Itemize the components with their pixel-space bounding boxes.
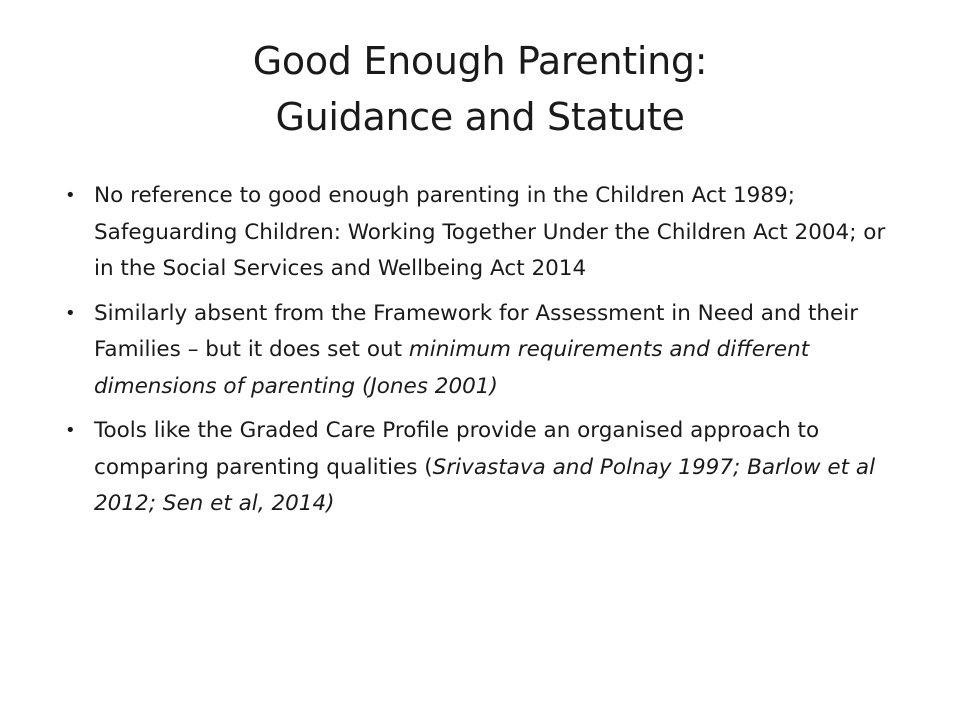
bullet-item-2	[60, 296, 910, 406]
bullet-text: Similarly absent from the Framework for Assessment in Need and their Families – but it does set out	[94, 300, 859, 362]
bullet-item-1	[60, 178, 910, 288]
bullet-text: Tools like the Graded Care Profile provide an organised approach to comparing parenting qualities (	[94, 418, 820, 480]
slide-title	[0, 33, 960, 145]
bullet-text-italic: minimum requirements and different dimensions of parenting (Jones 2001)	[94, 337, 810, 399]
title-line-1: Good Enough Parenting:	[252, 39, 708, 83]
bullet-dot-icon: •	[65, 185, 76, 206]
bullet-dot-icon: •	[65, 420, 76, 441]
bullet-text: No reference to good enough parenting in the Children Act 1989; Safeguarding Children: Working Together Under the Children Act 2004; or in the Social Services and Wellbeing Act 2014	[94, 183, 886, 281]
bullet-dot-icon: •	[65, 302, 76, 324]
title-line-2: Guidance and Statute	[275, 95, 685, 139]
bullet-item-3	[60, 413, 910, 523]
bullet-text-italic: Srivastava and Polnay 1997; Barlow et al 2012; Sen et al, 2014)	[94, 454, 876, 516]
bullet-list	[60, 178, 910, 531]
